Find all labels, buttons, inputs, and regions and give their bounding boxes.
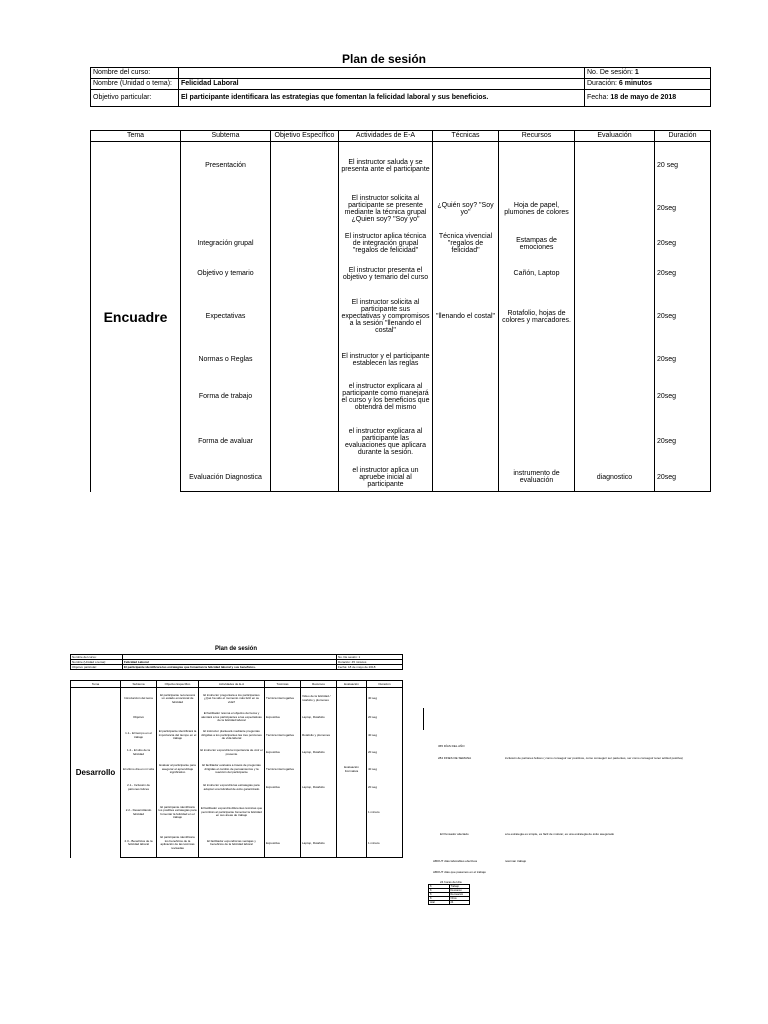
subtema-cell-2: 2.1.- Inclusión de patrones felices bbox=[121, 780, 157, 796]
objetivo-cell-2 bbox=[157, 710, 199, 726]
note-patrones: inclusión de patrones felices ( como conseguir ser positivos, como conseguir ser pacientes, ser como conseguir tener actitud positiva) bbox=[505, 756, 683, 760]
hours-cell: Trabajo bbox=[449, 885, 470, 889]
duracion-cell-2: 40 seg bbox=[367, 726, 403, 746]
hours-cell: 8 bbox=[429, 889, 450, 893]
table-row bbox=[91, 464, 711, 492]
duracion-cell: 20seg bbox=[655, 228, 711, 260]
hours-cell: total bbox=[429, 901, 450, 905]
objective-value-2: El participante identificara las estrategias que fomentan la felicidad laboral y sus beneficios. bbox=[123, 665, 337, 670]
duracion-cell-2: 20 seg bbox=[367, 746, 403, 760]
objetivo-cell-2 bbox=[157, 746, 199, 760]
evaluacion-cell-2 bbox=[337, 746, 367, 760]
table-row-2 bbox=[71, 726, 403, 746]
unit-label-2: Nombre (Unidad o tema): bbox=[71, 660, 123, 665]
table-row-2 bbox=[71, 760, 403, 780]
column-header-2: Evaluación bbox=[337, 681, 367, 688]
actividad-cell-2: El facilitador expondrá las ventajas y beneficios de la felicidad laboral bbox=[199, 830, 265, 858]
table-row bbox=[91, 288, 711, 346]
recursos-cell-2 bbox=[301, 760, 337, 780]
course-name-label: Nombre del curso: bbox=[91, 68, 179, 79]
table-row bbox=[91, 228, 711, 260]
objetivo-cell bbox=[271, 142, 339, 190]
recursos-cell-2 bbox=[301, 796, 337, 830]
note-24-horas: 24 horas del día bbox=[440, 880, 462, 884]
note-365: 365 DÍAS DEL AÑO bbox=[438, 744, 465, 748]
column-header: Técnicas bbox=[433, 131, 499, 142]
duration: Duración: 6 minutos bbox=[585, 79, 711, 90]
date: Fecha: 18 de mayo de 2018 bbox=[585, 90, 711, 107]
table-header-row-2 bbox=[71, 681, 403, 688]
recursos-cell-2: Rotafolio y plumones bbox=[301, 726, 337, 746]
actividad-cell: El instructor saluda y se presenta ante el participante bbox=[339, 142, 433, 190]
duracion-cell: 20seg bbox=[655, 288, 711, 346]
evaluacion-cell-2 bbox=[337, 688, 367, 710]
duracion-cell: 20seg bbox=[655, 420, 711, 464]
table-row-2 bbox=[71, 710, 403, 726]
objetivo-cell bbox=[271, 464, 339, 492]
tecnica-cell bbox=[433, 464, 499, 492]
table-row bbox=[91, 346, 711, 374]
column-header: Duración bbox=[655, 131, 711, 142]
note-284: 284 FINES DE SEMANA bbox=[438, 756, 472, 760]
actividad-cell-2: El facilitador expondrá diferentes técnicas que permitirán al participante fomentar la felicidad en sus áreas de trabajo bbox=[199, 796, 265, 830]
evaluacion-cell bbox=[575, 288, 655, 346]
actividad-cell-2: El instructor planteará mediante preguntas dirigidas a los participantes las tres porciones de vida laboral bbox=[199, 726, 265, 746]
actividad-cell: el instructor explicara al participante como manejará el curso y los beneficios que obtendrá del mismo bbox=[339, 374, 433, 420]
actividad-cell: el instructor aplica un apruebe inicial al participante bbox=[339, 464, 433, 492]
objective-label: Objetivo particular: bbox=[91, 90, 179, 107]
table-row bbox=[91, 260, 711, 288]
duracion-cell-2: 40 seg bbox=[367, 688, 403, 710]
subtema-cell bbox=[181, 190, 271, 228]
duracion-cell: 20seg bbox=[655, 374, 711, 420]
actividad-cell: El instructor solicita al participante se presente mediante la técnica grupal ¿Quien soy? "Soy yo" bbox=[339, 190, 433, 228]
duracion-cell-2: 20 seg bbox=[367, 780, 403, 796]
duracion-cell: 20seg bbox=[655, 190, 711, 228]
column-header-2: Duración bbox=[367, 681, 403, 688]
subtema-cell-2: 1.2.- El sitio de la felicidad bbox=[121, 746, 157, 760]
subtema-cell-2: El ultimo día en mi vida bbox=[121, 760, 157, 780]
session-info-table bbox=[90, 67, 711, 107]
note-dias-trabajo: ABOUT días que pasamos en el trabajo bbox=[433, 870, 486, 874]
hours-table bbox=[428, 884, 470, 905]
table-row bbox=[91, 374, 711, 420]
course-name-value bbox=[179, 68, 585, 79]
tecnica-cell-2: Técnica interrogativa bbox=[265, 688, 301, 710]
table-header-row bbox=[91, 131, 711, 142]
objetivo-cell bbox=[271, 228, 339, 260]
hours-cell: 8 bbox=[429, 893, 450, 897]
tecnica-cell bbox=[433, 420, 499, 464]
actividad-cell-2: El instructor expondrá las estrategias para adoptar una felicidad de éxito garantizado bbox=[199, 780, 265, 796]
session-plan-table-2 bbox=[70, 680, 403, 858]
column-header: Objetivo Específico bbox=[271, 131, 339, 142]
subtema-cell: Presentación bbox=[181, 142, 271, 190]
objetivo-cell bbox=[271, 346, 339, 374]
recursos-cell: Rotafolio, hojas de colores y marcadores. bbox=[499, 288, 575, 346]
note-retornan: retornan trabajo bbox=[505, 859, 527, 863]
column-header-2: Objetivo Específico bbox=[157, 681, 199, 688]
subtema-cell: Objetivo y temario bbox=[181, 260, 271, 288]
column-header: Actividades de E-A bbox=[339, 131, 433, 142]
recursos-cell-2: Laptop, Rotafolio bbox=[301, 830, 337, 858]
subtema-cell-2: 1.1.- El tiempo en el trabajo bbox=[121, 726, 157, 746]
tecnica-cell bbox=[433, 374, 499, 420]
objective-label-2: Objetivo particular: bbox=[71, 665, 123, 670]
recursos-cell bbox=[499, 374, 575, 420]
tecnica-cell-2: Expositiva bbox=[265, 780, 301, 796]
recursos-cell-2: Laptop, Rotafolio bbox=[301, 780, 337, 796]
session-number: No. De sesión: 1 bbox=[585, 68, 711, 79]
duracion-cell-2: 1 minuto bbox=[367, 796, 403, 830]
subtema-cell: Forma de avaluar bbox=[181, 420, 271, 464]
evaluacion-cell-2: Evaluación Formativa bbox=[337, 760, 367, 780]
subtema-cell: Integración grupal bbox=[181, 228, 271, 260]
recursos-cell bbox=[499, 346, 575, 374]
hours-cell: Otros bbox=[449, 897, 470, 901]
objetivo-cell-2: El participante identificara los beneficios de la aplicación de las técnicas revisadas bbox=[157, 830, 199, 858]
table-row-2 bbox=[71, 746, 403, 760]
recursos-cell-2: Video de la felicidad / rotafolio y plumones bbox=[301, 688, 337, 710]
page2-title: Plan de sesión bbox=[214, 646, 257, 652]
course-name-label-2: Nombre del curso: bbox=[71, 655, 123, 660]
recursos-cell-2: Laptop, Rotafolio bbox=[301, 746, 337, 760]
tecnica-cell: "llenando el costal" bbox=[433, 288, 499, 346]
duracion-cell-2: 20 seg bbox=[367, 710, 403, 726]
table-row-2 bbox=[71, 796, 403, 830]
recursos-cell bbox=[499, 142, 575, 190]
objetivo-cell-2: El participante reconocerá un estado emocional de felicidad bbox=[157, 688, 199, 710]
objetivo-cell-2: Evaluar al participante para asegurar el aprendizaje significativo bbox=[157, 760, 199, 780]
actividad-cell-2: El instructor preguntara a los participantes ¿Qué ha sido el momento más feliz en su vida? bbox=[199, 688, 265, 710]
hours-cell: 8 bbox=[429, 885, 450, 889]
subtema-cell-2: 2.2.- Desarrollando felicidad bbox=[121, 796, 157, 830]
column-header: Subtema bbox=[181, 131, 271, 142]
objetivo-cell-2 bbox=[157, 780, 199, 796]
unit-value: Felicidad Laboral bbox=[179, 79, 585, 90]
duracion-cell: 20seg bbox=[655, 346, 711, 374]
evaluacion-cell-2 bbox=[337, 726, 367, 746]
evaluacion-cell-2 bbox=[337, 710, 367, 726]
objetivo-cell bbox=[271, 260, 339, 288]
evaluacion-cell: diagnostico bbox=[575, 464, 655, 492]
duration-2: Duración: 45 minutos bbox=[337, 660, 403, 665]
tecnica-cell: ¿Quién soy? "Soy yo" bbox=[433, 190, 499, 228]
column-header-2: Subtema bbox=[121, 681, 157, 688]
objective-value: El participante identificara las estrategias que fomentan la felicidad laboral y sus beneficios. bbox=[179, 90, 585, 107]
session-number-2: No. De sesión: 1 bbox=[337, 655, 403, 660]
tema-cell-2: Desarrollo bbox=[71, 688, 121, 858]
column-header-2: Técnicas bbox=[265, 681, 301, 688]
duracion-cell: 20seg bbox=[655, 260, 711, 288]
note-dias-laborables: ABOUT días laborables efectivos bbox=[433, 859, 478, 863]
table-row-2 bbox=[71, 688, 403, 710]
objetivo-cell bbox=[271, 288, 339, 346]
tecnica-cell-2: Técnica interrogativa bbox=[265, 726, 301, 746]
divider-line bbox=[423, 708, 424, 730]
page-title: Plan de sesión bbox=[341, 52, 427, 66]
tecnica-cell-2: Expositiva bbox=[265, 746, 301, 760]
hours-cell: 24 bbox=[449, 901, 470, 905]
tecnica-cell bbox=[433, 346, 499, 374]
actividad-cell-2: El facilitador retoma el objetivo del tema y alentará a los participantes a las expectativas de la felicidad laboral bbox=[199, 710, 265, 726]
subtema-cell: Forma de trabajo bbox=[181, 374, 271, 420]
table-row bbox=[91, 190, 711, 228]
tecnica-cell bbox=[433, 260, 499, 288]
recursos-cell-2: Laptop, Rotafolio bbox=[301, 710, 337, 726]
subtema-cell-2: Introducción del tema bbox=[121, 688, 157, 710]
column-header-2: Recursos bbox=[301, 681, 337, 688]
evaluacion-cell bbox=[575, 420, 655, 464]
recursos-cell: Estampas de emociones bbox=[499, 228, 575, 260]
objetivo-cell bbox=[271, 374, 339, 420]
tecnica-cell-2: Expositiva bbox=[265, 830, 301, 858]
subtema-cell-2: Objetivo bbox=[121, 710, 157, 726]
evaluacion-cell bbox=[575, 142, 655, 190]
session-plan-table bbox=[90, 130, 711, 492]
recursos-cell bbox=[499, 420, 575, 464]
table-row bbox=[91, 142, 711, 190]
objetivo-cell-2: El participante identificará la importancia del tiempo en el trabajo bbox=[157, 726, 199, 746]
date-2: Fecha: 18 de mayo de 2018 bbox=[337, 665, 403, 670]
actividad-cell-2: El instructor expondrá la importancia de vivir el presente bbox=[199, 746, 265, 760]
subtema-cell: Evaluación Diagnostica bbox=[181, 464, 271, 492]
actividad-cell-2: El facilitador evaluara a través de preguntas dirigidas el cambio de pensamientos y la reacción del participante bbox=[199, 760, 265, 780]
tecnica-cell-2: Expositiva bbox=[265, 710, 301, 726]
table-row-2 bbox=[71, 780, 403, 796]
subtema-cell: Normas o Reglas bbox=[181, 346, 271, 374]
tecnica-cell: Técnica vivencial "regalos de felicidad" bbox=[433, 228, 499, 260]
column-header: Tema bbox=[91, 131, 181, 142]
actividad-cell: El instructor aplica técnica de integración grupal "regalos de felicidad" bbox=[339, 228, 433, 260]
column-header: Recursos bbox=[499, 131, 575, 142]
evaluacion-cell bbox=[575, 374, 655, 420]
column-header-2: Tema bbox=[71, 681, 121, 688]
session-info-table-2 bbox=[70, 654, 403, 670]
evaluacion-cell bbox=[575, 228, 655, 260]
tecnica-cell-2: Técnica interrogativa bbox=[265, 760, 301, 780]
evaluacion-cell bbox=[575, 260, 655, 288]
duracion-cell: 20 seg bbox=[655, 142, 711, 190]
objetivo-cell-2: El participante identificará los posibles estrategias para fomentar la felicidad en el trabajo bbox=[157, 796, 199, 830]
evaluacion-cell-2 bbox=[337, 780, 367, 796]
duracion-cell: 20seg bbox=[655, 464, 711, 492]
subtema-cell: Expectativas bbox=[181, 288, 271, 346]
evaluacion-cell bbox=[575, 190, 655, 228]
note-estrategia: a la estrategia es simple, es fácil de motivar, es una estrategia de éxito asegurado bbox=[505, 832, 615, 836]
column-header-2: Actividades de E-A bbox=[199, 681, 265, 688]
evaluacion-cell bbox=[575, 346, 655, 374]
column-header: Evaluación bbox=[575, 131, 655, 142]
hours-row bbox=[429, 901, 470, 905]
objetivo-cell bbox=[271, 190, 339, 228]
recursos-cell: instrumento de evaluación bbox=[499, 464, 575, 492]
subtema-cell-2: 2.3.- Beneficios de la felicidad laboral bbox=[121, 830, 157, 858]
recursos-cell: Hoja de papel, plumones de colores bbox=[499, 190, 575, 228]
duracion-cell-2: 1 minuto bbox=[367, 830, 403, 858]
evaluacion-cell-2 bbox=[337, 830, 367, 858]
objetivo-cell bbox=[271, 420, 339, 464]
tecnica-cell bbox=[433, 142, 499, 190]
table-row-2 bbox=[71, 830, 403, 858]
duracion-cell-2: 40 seg bbox=[367, 760, 403, 780]
hours-cell: Descanso bbox=[449, 889, 470, 893]
actividad-cell: El instructor solicita al participante sus expectativas y compromisos a la sesión "llenando el costal" bbox=[339, 288, 433, 346]
tema-cell: Encuadre bbox=[91, 142, 181, 492]
note-pensador: El Pensador afectado bbox=[440, 832, 469, 836]
unit-label: Nombre (Unidad o tema): bbox=[91, 79, 179, 90]
tecnica-cell-2 bbox=[265, 796, 301, 830]
unit-value-2: Felicidad Laboral bbox=[123, 660, 337, 665]
evaluacion-cell-2 bbox=[337, 796, 367, 830]
actividad-cell: El instructor presenta el objetivo y temario del curso bbox=[339, 260, 433, 288]
recursos-cell: Cañón, Laptop bbox=[499, 260, 575, 288]
hours-cell: Recreación bbox=[449, 893, 470, 897]
actividad-cell: El instructor y el participante establecen las reglas bbox=[339, 346, 433, 374]
actividad-cell: el instructor explicara al participante las evaluaciones que aplicara durante la sesión. bbox=[339, 420, 433, 464]
hours-cell: 8 bbox=[429, 897, 450, 901]
table-row bbox=[91, 420, 711, 464]
